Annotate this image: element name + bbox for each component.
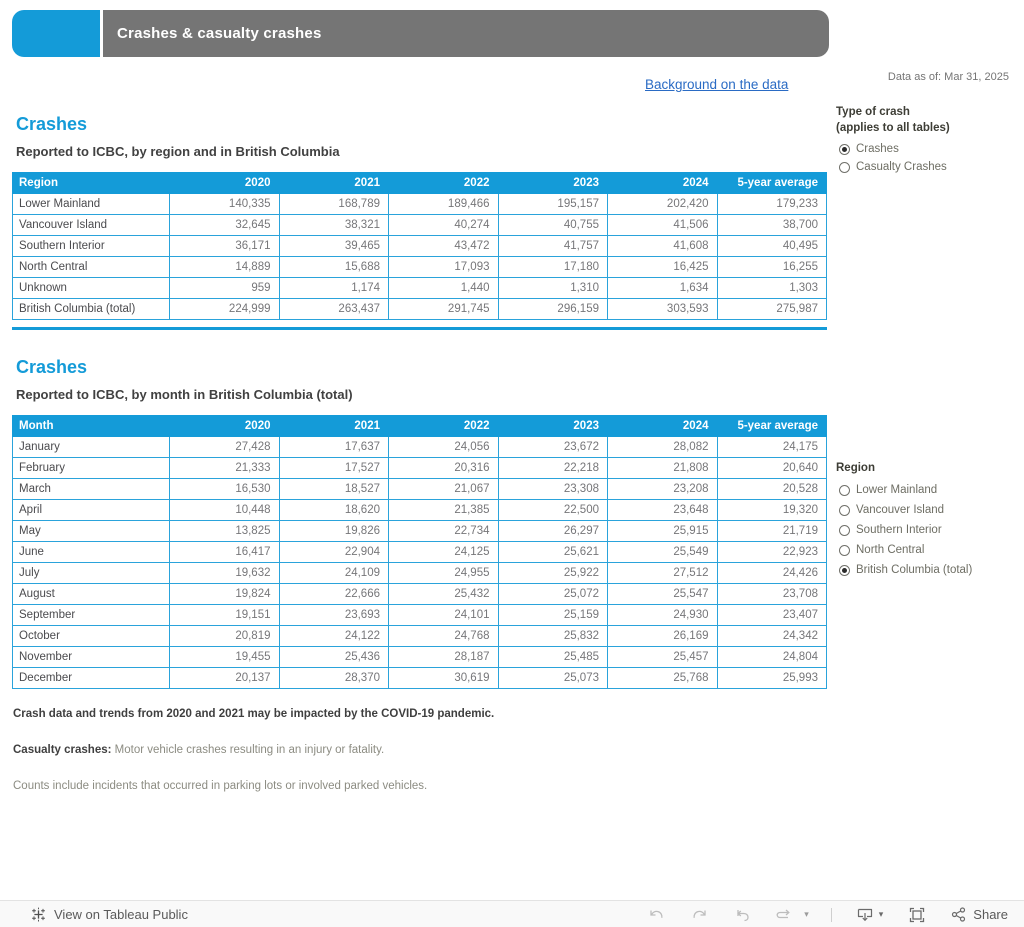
value-cell[interactable]: 23,407 xyxy=(717,605,827,626)
value-cell[interactable]: 20,819 xyxy=(170,626,280,647)
value-cell[interactable]: 38,321 xyxy=(279,215,389,236)
value-cell[interactable]: 10,448 xyxy=(170,500,280,521)
value-cell[interactable]: 18,527 xyxy=(279,479,389,500)
value-cell[interactable]: 16,417 xyxy=(170,542,280,563)
column-header[interactable]: 2022 xyxy=(389,173,499,194)
value-cell[interactable]: 25,436 xyxy=(279,647,389,668)
value-cell[interactable]: 24,101 xyxy=(389,605,499,626)
value-cell[interactable]: 168,789 xyxy=(279,194,389,215)
row-label-cell[interactable]: North Central xyxy=(13,257,170,278)
radio-label: British Columbia (total) xyxy=(856,564,973,576)
share-label[interactable]: Share xyxy=(973,907,1008,922)
tableau-toolbar xyxy=(0,900,1024,927)
tableau-logo-icon xyxy=(31,907,46,922)
value-cell[interactable]: 25,621 xyxy=(498,542,608,563)
table-row xyxy=(13,194,827,215)
table-row xyxy=(13,521,827,542)
radio-icon xyxy=(839,144,850,155)
value-cell[interactable]: 1,440 xyxy=(389,278,499,299)
value-cell[interactable]: 25,993 xyxy=(717,668,827,689)
value-cell[interactable]: 189,466 xyxy=(389,194,499,215)
value-cell[interactable]: 40,495 xyxy=(717,236,827,257)
value-cell[interactable]: 20,137 xyxy=(170,668,280,689)
row-label-cell[interactable]: Lower Mainland xyxy=(13,194,170,215)
value-cell[interactable]: 20,528 xyxy=(717,479,827,500)
row-label-cell[interactable]: January xyxy=(13,437,170,458)
region-options xyxy=(836,480,1022,580)
type-of-crash-filter-title: Type of crash xyxy=(836,106,910,118)
value-cell[interactable]: 1,310 xyxy=(498,278,608,299)
value-cell[interactable]: 195,157 xyxy=(498,194,608,215)
table-row xyxy=(13,215,827,236)
refresh-icon[interactable] xyxy=(775,908,792,922)
radio-label: Southern Interior xyxy=(856,524,942,536)
value-cell[interactable]: 275,987 xyxy=(717,299,827,320)
radio-label: Vancouver Island xyxy=(856,504,945,516)
value-cell[interactable]: 20,640 xyxy=(717,458,827,479)
value-cell[interactable]: 16,255 xyxy=(717,257,827,278)
row-label-cell[interactable]: April xyxy=(13,500,170,521)
row-label-cell[interactable]: Unknown xyxy=(13,278,170,299)
value-cell[interactable]: 17,527 xyxy=(279,458,389,479)
column-header[interactable]: 2020 xyxy=(170,173,280,194)
value-cell[interactable]: 38,700 xyxy=(717,215,827,236)
value-cell[interactable]: 26,297 xyxy=(498,521,608,542)
radio-option-southern-interior[interactable] xyxy=(836,520,1022,540)
value-cell[interactable]: 17,180 xyxy=(498,257,608,278)
value-cell[interactable]: 25,072 xyxy=(498,584,608,605)
value-cell[interactable]: 19,455 xyxy=(170,647,280,668)
value-cell[interactable]: 22,923 xyxy=(717,542,827,563)
table-row xyxy=(13,500,827,521)
value-cell[interactable]: 27,512 xyxy=(608,563,718,584)
value-cell[interactable]: 23,693 xyxy=(279,605,389,626)
value-cell[interactable]: 1,634 xyxy=(608,278,718,299)
value-cell[interactable]: 140,335 xyxy=(170,194,280,215)
value-cell[interactable]: 21,719 xyxy=(717,521,827,542)
row-label-cell[interactable]: British Columbia (total) xyxy=(13,299,170,320)
view-on-tableau-public-link[interactable] xyxy=(31,901,188,927)
column-header[interactable]: 2022 xyxy=(389,416,499,437)
redo-icon[interactable] xyxy=(691,908,708,922)
background-data-link[interactable]: Background on the data xyxy=(645,77,789,92)
value-cell[interactable]: 23,648 xyxy=(608,500,718,521)
radio-icon xyxy=(839,485,850,496)
column-header[interactable]: Region xyxy=(13,173,170,194)
table-row xyxy=(13,278,827,299)
value-cell[interactable]: 22,218 xyxy=(498,458,608,479)
download-caret-icon[interactable]: ▾ xyxy=(878,909,884,919)
region-table-header-row xyxy=(13,173,827,194)
value-cell[interactable]: 296,159 xyxy=(498,299,608,320)
value-cell[interactable]: 20,316 xyxy=(389,458,499,479)
value-cell[interactable]: 41,608 xyxy=(608,236,718,257)
table-row xyxy=(13,458,827,479)
column-header[interactable]: 2024 xyxy=(608,173,718,194)
type-of-crash-options xyxy=(836,140,1022,176)
value-cell[interactable]: 19,826 xyxy=(279,521,389,542)
value-cell[interactable]: 17,093 xyxy=(389,257,499,278)
refresh-caret-icon[interactable]: ▾ xyxy=(804,909,809,919)
table-row xyxy=(13,605,827,626)
radio-option-north-central[interactable] xyxy=(836,540,1022,560)
row-label-cell[interactable]: August xyxy=(13,584,170,605)
download-icon[interactable] xyxy=(856,907,874,923)
value-cell[interactable]: 23,672 xyxy=(498,437,608,458)
radio-icon xyxy=(839,505,850,516)
value-cell[interactable]: 1,303 xyxy=(717,278,827,299)
value-cell[interactable]: 15,688 xyxy=(279,257,389,278)
parking-note: Counts include incidents that occurred in parking lots or involved parked vehicles. xyxy=(13,780,428,792)
table-row xyxy=(13,542,827,563)
value-cell[interactable]: 14,889 xyxy=(170,257,280,278)
value-cell[interactable]: 24,342 xyxy=(717,626,827,647)
value-cell[interactable]: 40,274 xyxy=(389,215,499,236)
data-as-of-label: Data as of: Mar 31, 2025 xyxy=(887,71,1009,83)
value-cell[interactable]: 30,619 xyxy=(389,668,499,689)
row-label-cell[interactable]: June xyxy=(13,542,170,563)
value-cell[interactable]: 19,320 xyxy=(717,500,827,521)
table-row xyxy=(13,299,827,320)
value-cell[interactable]: 179,233 xyxy=(717,194,827,215)
value-cell[interactable]: 202,420 xyxy=(608,194,718,215)
row-label-cell[interactable]: Southern Interior xyxy=(13,236,170,257)
value-cell[interactable]: 24,768 xyxy=(389,626,499,647)
value-cell[interactable]: 25,457 xyxy=(608,647,718,668)
column-header[interactable]: 2023 xyxy=(498,416,608,437)
radio-option-crashes[interactable] xyxy=(836,140,1022,158)
revert-icon[interactable] xyxy=(734,908,751,922)
value-cell[interactable]: 25,432 xyxy=(389,584,499,605)
value-cell[interactable]: 24,955 xyxy=(389,563,499,584)
value-cell[interactable]: 28,370 xyxy=(279,668,389,689)
page-title: Crashes & casualty crashes xyxy=(117,25,322,42)
column-header[interactable]: 5-year average xyxy=(717,416,827,437)
value-cell[interactable]: 22,734 xyxy=(389,521,499,542)
month-table-subtitle: Reported to ICBC, by month in British Columbia (total) xyxy=(16,387,353,402)
value-cell[interactable]: 43,472 xyxy=(389,236,499,257)
table-row xyxy=(13,257,827,278)
type-of-crash-filter-subtitle: (applies to all tables) xyxy=(836,122,950,134)
table-row xyxy=(13,647,827,668)
table-row xyxy=(13,626,827,647)
region-filter-title: Region xyxy=(836,462,875,474)
value-cell[interactable]: 21,067 xyxy=(389,479,499,500)
radio-label: Crashes xyxy=(856,143,899,155)
value-cell[interactable]: 41,506 xyxy=(608,215,718,236)
value-cell[interactable]: 36,171 xyxy=(170,236,280,257)
header-bar xyxy=(103,10,829,57)
toolbar-actions xyxy=(648,901,1008,927)
table-row xyxy=(13,584,827,605)
row-label-cell[interactable]: November xyxy=(13,647,170,668)
value-cell[interactable]: 32,645 xyxy=(170,215,280,236)
view-on-tableau-public-label: View on Tableau Public xyxy=(54,907,188,922)
value-cell[interactable]: 25,768 xyxy=(608,668,718,689)
toolbar-divider xyxy=(831,908,832,922)
casualty-definition: Motor vehicle crashes resulting in an injury or fatality. xyxy=(111,744,385,756)
casualty-definition-note xyxy=(13,743,384,758)
value-cell[interactable]: 19,824 xyxy=(170,584,280,605)
value-cell[interactable]: 19,151 xyxy=(170,605,280,626)
value-cell[interactable]: 17,637 xyxy=(279,437,389,458)
month-table-header-row xyxy=(13,416,827,437)
value-cell[interactable]: 24,056 xyxy=(389,437,499,458)
value-cell[interactable]: 25,485 xyxy=(498,647,608,668)
radio-option-vancouver-island[interactable] xyxy=(836,500,1022,520)
row-label-cell[interactable]: October xyxy=(13,626,170,647)
value-cell[interactable]: 959 xyxy=(170,278,280,299)
value-cell[interactable]: 24,426 xyxy=(717,563,827,584)
region-table-title: Crashes xyxy=(16,114,88,134)
value-cell[interactable]: 24,122 xyxy=(279,626,389,647)
value-cell[interactable]: 24,930 xyxy=(608,605,718,626)
region-filter xyxy=(836,460,1022,580)
radio-icon xyxy=(839,525,850,536)
value-cell[interactable]: 24,125 xyxy=(389,542,499,563)
radio-option-casualty-crashes[interactable] xyxy=(836,158,1022,176)
column-header[interactable]: 2021 xyxy=(279,416,389,437)
value-cell[interactable]: 25,549 xyxy=(608,542,718,563)
share-icon[interactable] xyxy=(951,907,967,922)
value-cell[interactable]: 26,169 xyxy=(608,626,718,647)
value-cell[interactable]: 16,425 xyxy=(608,257,718,278)
region-table-subtitle: Reported to ICBC, by region and in British Columbia xyxy=(16,144,340,159)
value-cell[interactable]: 39,465 xyxy=(279,236,389,257)
value-cell[interactable]: 224,999 xyxy=(170,299,280,320)
table-row xyxy=(13,236,827,257)
radio-icon xyxy=(839,162,850,173)
column-header[interactable]: 2021 xyxy=(279,173,389,194)
row-label-cell[interactable]: February xyxy=(13,458,170,479)
table-row xyxy=(13,668,827,689)
column-header[interactable]: 5-year average xyxy=(717,173,827,194)
radio-option-lower-mainland[interactable] xyxy=(836,480,1022,500)
column-header[interactable]: 2020 xyxy=(170,416,280,437)
value-cell[interactable]: 19,632 xyxy=(170,563,280,584)
value-cell[interactable]: 28,187 xyxy=(389,647,499,668)
value-cell[interactable]: 263,437 xyxy=(279,299,389,320)
month-table xyxy=(12,415,827,689)
header-logo-block xyxy=(12,10,100,57)
radio-label: Lower Mainland xyxy=(856,484,938,496)
value-cell[interactable]: 24,109 xyxy=(279,563,389,584)
row-label-cell[interactable]: July xyxy=(13,563,170,584)
value-cell[interactable]: 1,174 xyxy=(279,278,389,299)
value-cell[interactable]: 28,082 xyxy=(608,437,718,458)
column-header[interactable]: Month xyxy=(13,416,170,437)
table-row xyxy=(13,563,827,584)
region-table xyxy=(12,172,827,320)
month-table-title: Crashes xyxy=(16,357,88,377)
value-cell[interactable]: 25,832 xyxy=(498,626,608,647)
value-cell[interactable]: 18,620 xyxy=(279,500,389,521)
value-cell[interactable]: 25,547 xyxy=(608,584,718,605)
row-label-cell[interactable]: March xyxy=(13,479,170,500)
value-cell[interactable]: 23,208 xyxy=(608,479,718,500)
radio-icon xyxy=(839,545,850,556)
value-cell[interactable]: 22,666 xyxy=(279,584,389,605)
row-label-cell[interactable]: May xyxy=(13,521,170,542)
table-row xyxy=(13,479,827,500)
value-cell[interactable]: 23,308 xyxy=(498,479,608,500)
value-cell[interactable]: 40,755 xyxy=(498,215,608,236)
table-row xyxy=(13,437,827,458)
value-cell[interactable]: 303,593 xyxy=(608,299,718,320)
value-cell[interactable]: 25,159 xyxy=(498,605,608,626)
radio-icon xyxy=(839,565,850,576)
casualty-term: Casualty crashes: xyxy=(13,744,112,756)
undo-icon[interactable] xyxy=(648,908,665,922)
value-cell[interactable]: 23,708 xyxy=(717,584,827,605)
value-cell[interactable]: 24,804 xyxy=(717,647,827,668)
radio-label: North Central xyxy=(856,544,925,556)
type-of-crash-filter xyxy=(836,104,1022,176)
value-cell[interactable]: 22,904 xyxy=(279,542,389,563)
radio-label: Casualty Crashes xyxy=(856,161,947,173)
value-cell[interactable]: 24,175 xyxy=(717,437,827,458)
value-cell[interactable]: 21,333 xyxy=(170,458,280,479)
covid-note: Crash data and trends from 2020 and 2021 may be impacted by the COVID-19 pandemic. xyxy=(13,708,495,720)
fullscreen-icon[interactable] xyxy=(909,907,925,923)
value-cell[interactable]: 27,428 xyxy=(170,437,280,458)
row-label-cell[interactable]: Vancouver Island xyxy=(13,215,170,236)
row-label-cell[interactable]: September xyxy=(13,605,170,626)
value-cell[interactable]: 25,922 xyxy=(498,563,608,584)
row-label-cell[interactable]: December xyxy=(13,668,170,689)
value-cell[interactable]: 22,500 xyxy=(498,500,608,521)
section-divider xyxy=(12,327,827,330)
value-cell[interactable]: 291,745 xyxy=(389,299,499,320)
value-cell[interactable]: 25,073 xyxy=(498,668,608,689)
value-cell[interactable]: 41,757 xyxy=(498,236,608,257)
column-header[interactable]: 2023 xyxy=(498,173,608,194)
value-cell[interactable]: 25,915 xyxy=(608,521,718,542)
column-header[interactable]: 2024 xyxy=(608,416,718,437)
value-cell[interactable]: 16,530 xyxy=(170,479,280,500)
value-cell[interactable]: 21,808 xyxy=(608,458,718,479)
value-cell[interactable]: 21,385 xyxy=(389,500,499,521)
value-cell[interactable]: 13,825 xyxy=(170,521,280,542)
radio-option-british-columbia-total[interactable] xyxy=(836,560,1022,580)
